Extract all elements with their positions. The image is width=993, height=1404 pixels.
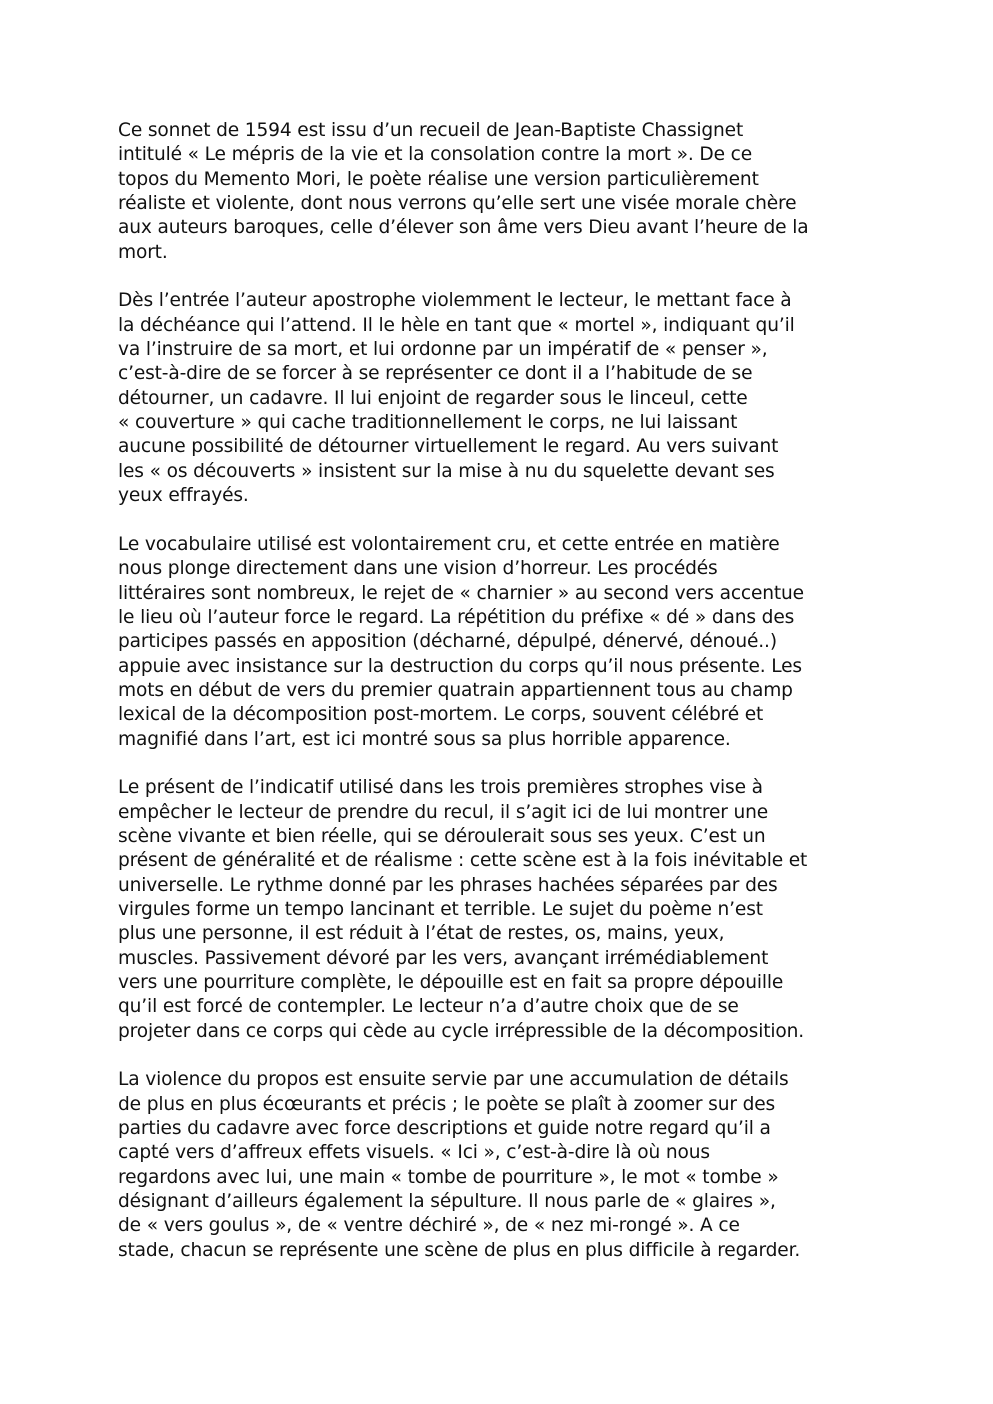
text-line: intitulé « Le mépris de la vie et la consolation contre la mort ». De ce	[118, 144, 753, 166]
paragraph-vocabulary	[118, 533, 918, 752]
text-line: stade, chacun se représente une scène de plus en plus difficile à regarder.	[118, 1239, 801, 1261]
text-line: plus une personne, il est réduit à l’état de restes, os, mains, yeux,	[118, 923, 725, 945]
text-line: va l’instruire de sa mort, et lui ordonne par un impératif de « penser »,	[118, 339, 768, 361]
text-line: vers une pourriture complète, le dépouille est en fait sa propre dépouille	[118, 972, 784, 994]
text-line: le lieu où l’auteur force le regard. La répétition du préfixe « dé » dans des	[118, 606, 795, 628]
text-line: détourner, un cadavre. Il lui enjoint de regarder sous le linceul, cette	[118, 387, 748, 409]
text-line: c’est-à-dire de se forcer à se représenter ce dont il a l’habitude de se	[118, 363, 753, 385]
text-line: virgules forme un tempo lancinant et terrible. Le sujet du poème n’est	[118, 899, 763, 920]
paragraph-violence	[118, 1068, 918, 1263]
text-line: La violence du propos est ensuite servie par une accumulation de détails	[118, 1069, 789, 1091]
text-line: regardons avec lui, une main « tombe de pourriture », le mot « tombe »	[118, 1166, 779, 1188]
text-line: la déchéance qui l’attend. Il le hèle en tant que « mortel », indiquant qu’il	[118, 314, 795, 336]
text-line: magnifié dans l’art, est ici montré sous sa plus horrible apparence.	[118, 728, 731, 750]
paragraph-introduction	[118, 119, 918, 265]
text-line: appuie avec insistance sur la destruction du corps qu’il nous présente. Les	[118, 655, 802, 677]
text-line: mots en début de vers du premier quatrain appartiennent tous au champ	[118, 679, 793, 701]
document-page	[118, 119, 918, 1288]
text-line: scène vivante et bien réelle, qui se déroulerait sous ses yeux. C’est un	[118, 825, 766, 847]
text-line: de plus en plus écœurants et précis ; le poète se plaît à zoomer sur des	[118, 1093, 776, 1115]
text-line: « couverture » qui cache traditionnellement le corps, ne lui laissant	[118, 412, 738, 434]
text-line: muscles. Passivement dévoré par les vers, avançant irrémédiablement	[118, 947, 769, 969]
text-line: désignant d’ailleurs également la sépulture. Il nous parle de « glaires »,	[118, 1191, 776, 1213]
text-line: de « vers goulus », de « ventre déchiré », de « nez mi-rongé ». A ce	[118, 1215, 740, 1237]
text-line: les « os découverts » insistent sur la mise à nu du squelette devant ses	[118, 460, 775, 482]
text-line: littéraires sont nombreux, le rejet de « charnier » au second vers accentue	[118, 582, 804, 604]
text-line: topos du Memento Mori, le poète réalise une version particulièrement	[118, 168, 759, 190]
text-line: lexical de la décomposition post-mortem. Le corps, souvent célébré et	[118, 704, 764, 726]
text-line: aucune possibilité de détourner virtuellement le regard. Au vers suivant	[118, 436, 779, 458]
text-line: Le présent de l’indicatif utilisé dans les trois premières strophes vise à	[118, 777, 763, 799]
text-line: nous plonge directement dans une vision d’horreur. Les procédés	[118, 558, 718, 580]
text-line: capté vers d’affreux effets visuels. « Ici », c’est-à-dire là où nous	[118, 1142, 710, 1164]
text-line: empêcher le lecteur de prendre du recul, il s’agit ici de lui montrer une	[118, 801, 769, 823]
text-line: participes passés en apposition (décharné, dépulpé, dénervé, dénoué..)	[118, 631, 777, 653]
text-line: présent de généralité et de réalisme : cette scène est à la fois inévitable et	[118, 850, 808, 872]
text-line: Dès l’entrée l’auteur apostrophe violemment le lecteur, le mettant face à	[118, 290, 792, 312]
text-line: projeter dans ce corps qui cède au cycle irrépressible de la décomposition.	[118, 1020, 805, 1042]
text-line: universelle. Le rythme donné par les phrases hachées séparées par des	[118, 874, 778, 896]
paragraph-apostrophe	[118, 289, 918, 508]
text-line: qu’il est forcé de contempler. Le lecteur n’a d’autre choix que de se	[118, 996, 739, 1018]
text-line: réaliste et violente, dont nous verrons qu’elle sert une visée morale chère	[118, 193, 797, 215]
text-line: mort.	[118, 241, 168, 263]
text-line: parties du cadavre avec force descriptions et guide notre regard qu’il a	[118, 1118, 771, 1140]
text-line: Le vocabulaire utilisé est volontairement cru, et cette entrée en matière	[118, 533, 780, 555]
text-line: yeux effrayés.	[118, 485, 249, 507]
paragraph-present-tense	[118, 776, 918, 1044]
text-line: Ce sonnet de 1594 est issu d’un recueil de Jean-Baptiste Chassignet	[118, 120, 744, 141]
text-line: aux auteurs baroques, celle d’élever son âme vers Dieu avant l’heure de la	[118, 217, 809, 239]
